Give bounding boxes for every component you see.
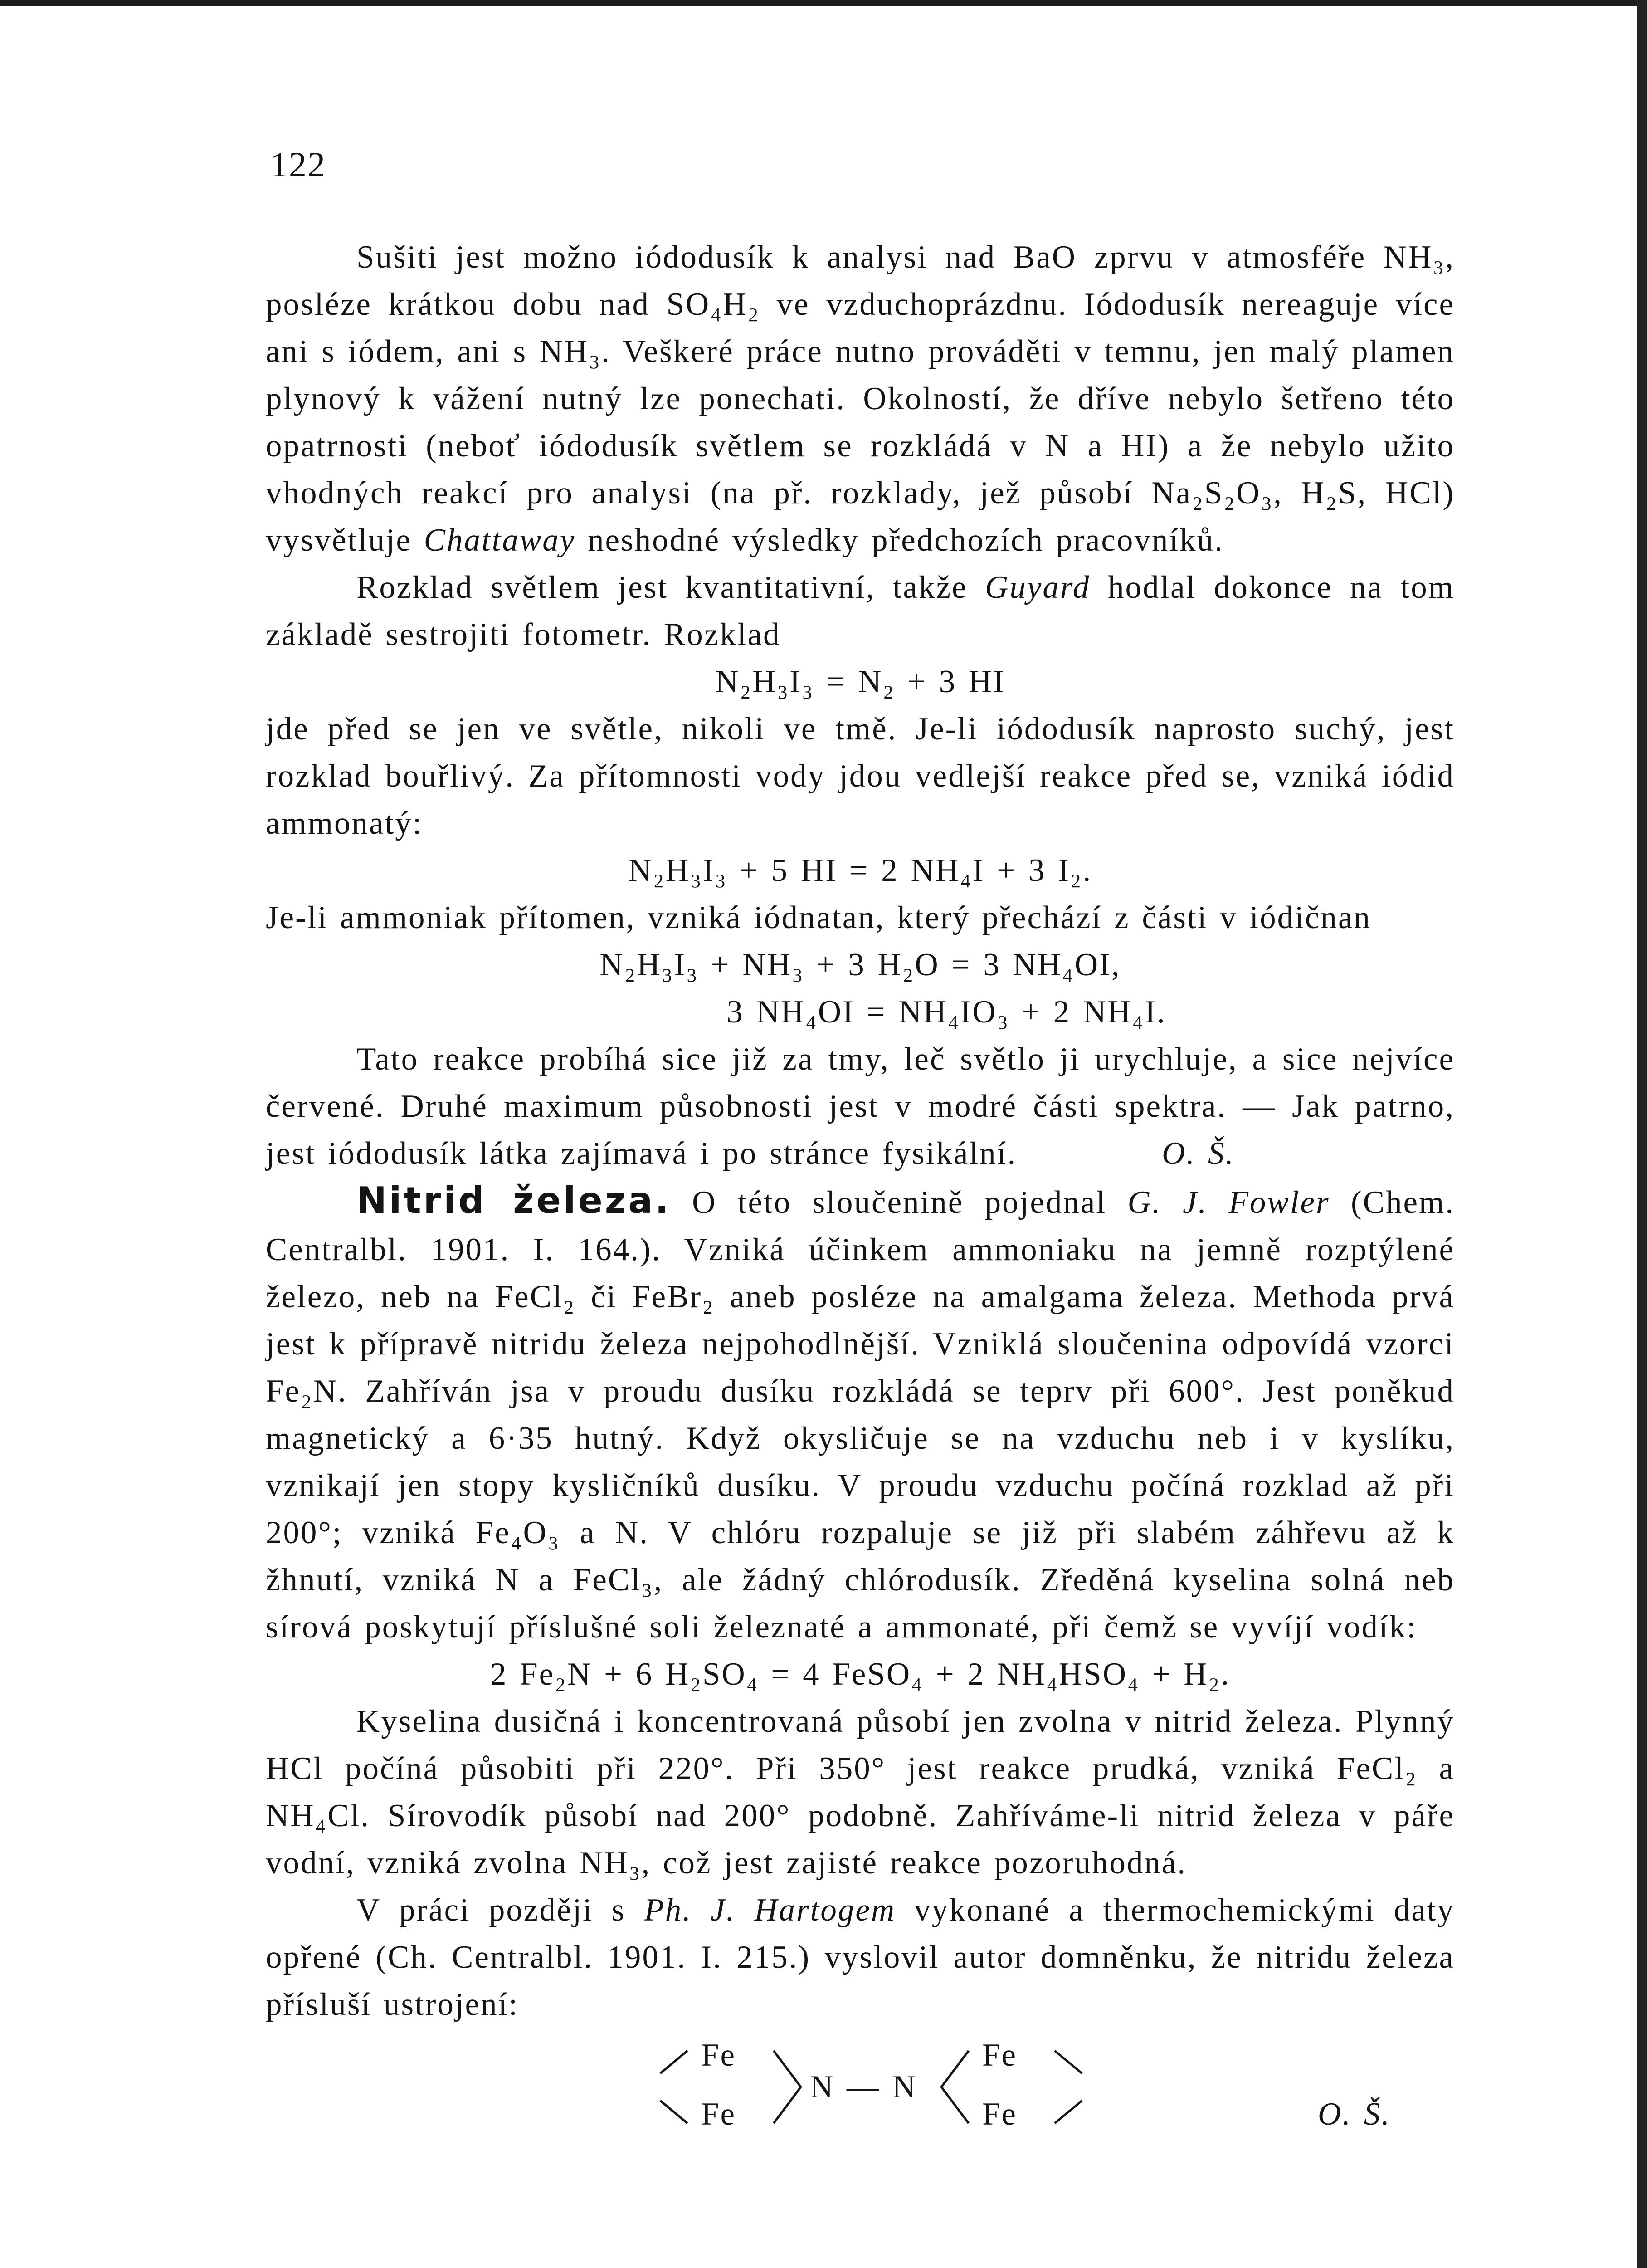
bond-line	[941, 2087, 969, 2123]
atom-fe: Fe	[701, 2097, 736, 2132]
paragraph-text: hodlal dokonce na tom základě sestrojiti fotometr. Rozklad	[266, 570, 1455, 652]
bond-line	[1055, 2101, 1082, 2123]
author-name: Guyard	[985, 570, 1091, 605]
paragraph-reaction-light	[266, 1036, 1455, 1177]
author-name: Chattaway	[424, 523, 576, 558]
bond-line	[1055, 2051, 1082, 2073]
paragraph-text: Rozklad světlem jest kvantitativní, takže	[356, 570, 968, 605]
bond-line	[660, 2051, 687, 2073]
bond-line	[774, 2087, 801, 2123]
atom-fe: Fe	[982, 2097, 1017, 2132]
page-body	[266, 234, 1455, 2151]
paragraph-text: O této sloučenině pojednal	[692, 1185, 1107, 1220]
author-name: Ph. J. Hartogem	[644, 1892, 896, 1928]
formula-decomposition: N₂H₃I₃ = N₂ + 3 HI	[715, 664, 1005, 699]
paragraph-text: (Chem. Centralbl. 1901. I. 164.). Vzniká účinkem ammoniaku na jemně rozptýlené železo, neb na FeCl₂ či FeBr₂ aneb posléze na amalgama železa. Methoda prvá jest k přípravě nitridu železa nejpohodlnější. Vzniklá sloučenina odpovídá vzorci Fe₂N. Zahříván jsa v proudu dusíku rozkládá se teprv při 600°. Jest poněkud magnetický a 6·35 hutný. Když okysličuje se na vzduchu neb i v kyslíku, vznikají jen stopy kysličníků dusíku. V proudu vzduchu počíná rozklad až při 200°; vzniká Fe₄O₃ a N. V chlóru rozpaluje se již při slabém záhřevu až k žhnutí, vzniká N a FeCl₃, ale žádný chlórodusík. Zředěná kyselina solná neb sírová poskytují příslušné soli železnaté a ammonaté, při čemž se vyvíjí vodík:	[266, 1185, 1455, 1645]
formula-ammonium-iodide: N₂H₃I₃ + 5 HI = 2 NH₄I + 3 I₂.	[628, 853, 1092, 888]
bond-line	[941, 2051, 969, 2087]
bond-line	[774, 2051, 801, 2087]
author-name: G. J. Fowler	[1127, 1185, 1330, 1220]
structural-formula	[266, 2038, 1455, 2151]
atom-fe: Fe	[701, 2038, 736, 2073]
section-heading: Nitrid železa.	[356, 1179, 671, 1222]
formula-iodate: 3 NH₄OI = NH₄IO₃ + 2 NH₄I.	[726, 994, 1166, 1030]
bond-line	[660, 2101, 687, 2123]
paragraph-light-decomposition	[266, 564, 1455, 658]
atom-fe: Fe	[982, 2038, 1017, 2073]
paragraph-text: Tato reakce probíhá sice již za tmy, leč světlo ji urychluje, a sice nejvíce červené. Druhé maximum působnosti jest v modré části spektra. — Jak patrno, jest iódodusík látka zajímavá i po stránce fysikální.	[266, 1041, 1455, 1171]
formula-hypoiodite: N₂H₃I₃ + NH₃ + 3 H₂O = 3 NH₄OI,	[599, 947, 1121, 982]
signature: O. Š.	[1162, 1136, 1235, 1171]
paragraph-ammonia: Je-li ammoniak přítomen, vzniká iódnatan, který přechází z části v iódičnan	[266, 900, 1371, 935]
paragraph-iron-nitride	[266, 1177, 1455, 1651]
paragraph-drying	[266, 234, 1455, 564]
scan-edge-right	[1637, 0, 1647, 2268]
scan-edge-top	[0, 0, 1647, 6]
paragraph-text: vykonané a thermochemickými daty opřené (Ch. Centralbl. 1901. I. 215.) vyslovil autor domněnku, že nitridu železa přísluší ustrojení:	[266, 1892, 1455, 2022]
paragraph-nitric-acid: Kyselina dusičná i koncentrovaná působí jen zvolna v nitrid železa. Plynný HCl počíná působiti při 220°. Při 350° jest reakce prudká, vzniká FeCl₂ a NH₄Cl. Sírovodík působí nad 200° podobně. Zahříváme-li nitrid železa v páře vodní, vzniká zvolna NH₃, což jest zajisté reakce pozoruhodná.	[266, 1704, 1455, 1881]
paragraph-dry-decomposition: jde před se jen ve světle, nikoli ve tmě. Je-li iódodusík naprosto suchý, jest rozklad bouřlivý. Za přítomnosti vody jdou vedlejší reakce před se, vzniká iódid ammonatý:	[266, 711, 1455, 841]
paragraph-text: V práci později s	[356, 1892, 626, 1928]
paragraph-text: Sušiti jest možno iódodusík k analysi nad BaO zprvu v atmosféře NH₃, posléze krátkou dobu nad SO₄H₂ ve vzduchoprázdnu. Iódodusík nereaguje více ani s iódem, ani s NH₃. Veškeré práce nutno prováděti v temnu, jen malý plamen plynový k vážení nutný lze ponechati. Okolností, že dříve nebylo šetřeno této opatrnosti (neboť iódodusík světlem se rozkládá v N a HI) a že nebylo užito vhodných reakcí pro analysi (na př. rozklady, jež působí Na₂S₂O₃, H₂S, HCl) vysvětluje	[266, 240, 1455, 558]
paragraph-hartog	[266, 1887, 1455, 2028]
formula-sulfuric-reaction: 2 Fe₂N + 6 H₂SO₄ = 4 FeSO₄ + 2 NH₄HSO₄ + H₂.	[490, 1657, 1231, 1692]
atom-n-n: N — N	[810, 2069, 917, 2105]
page-number: 122	[270, 145, 326, 184]
paragraph-text: neshodné výsledky předchozích pracovníků.	[588, 523, 1224, 558]
signature: O. Š.	[1318, 2097, 1391, 2132]
